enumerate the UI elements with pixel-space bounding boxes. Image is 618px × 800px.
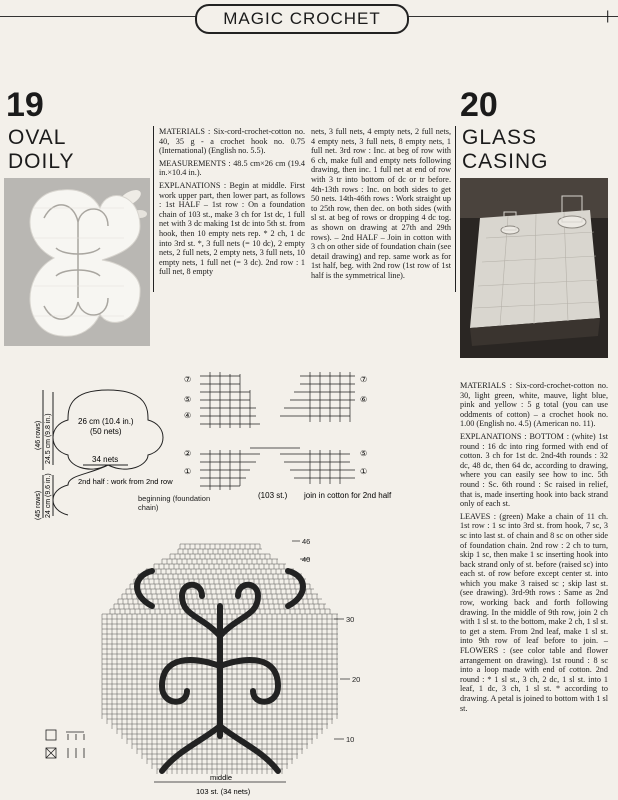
column-rule-right (455, 126, 456, 292)
dim-245cm-label: 24.5 cm (9.8 in.) (45, 413, 52, 464)
glass-casing-photo (460, 178, 608, 358)
detail-num: ① (360, 467, 368, 476)
oval-doily-photo (4, 178, 150, 346)
explanations-cont-para: nets, 3 full nets, 4 empty nets, 2 full nets, 4 empty nets, 3 full nets, 8 empty nets, 1 full net. 3rd row : Inc. at beg of row with 6 ch, make full and empty nets following drawing, then inc. 1 full net at end of row with 3 tr into bottom of dc or tr before. 4th-13th rows : Inc. on both sides to get 50 nets. 14th-46th rows : Work straight up to 25th row, then dec. on both sides (with sl st. at beg of rows or dropping 4 dc tog. as shown on drawing at 27th and 29th rows). – 2nd HALF – Join in cotton with 3 ch on other side of foundation chain (see detail drawing) and rep. same work as for 1st half, beg. with 2nd row (1st row of 1st half is the symmetrical line). (311, 127, 451, 280)
detail-num: ⑤ (360, 449, 368, 458)
detail-num: ② (184, 449, 192, 458)
measurements-para: MEASUREMENTS : 48.5 cm×26 cm (19.4 in.×10.4 in.). (159, 158, 305, 178)
detail-num: ⑦ (184, 375, 192, 384)
pattern19-text-col2 (311, 127, 451, 284)
detail-num: ① (184, 467, 192, 476)
row-30-label: 30 (346, 615, 355, 624)
detail-stitch-diagram (180, 366, 460, 516)
pattern-title-line2: DOILY (8, 150, 75, 173)
explanations-para: EXPLANATIONS : Begin at middle. First work upper part, then lower part, as follows : 1st HALF – 1st row : On a foundation chain of 103 st., make 3 ch for 1st dc, 1 full net with 3 dc making 1st dc into 5th st. from hook, then 10 empty nets rep. * 2 ch, 1 dc into 3rd st. *, 3 full nets (= 10 dc), 2 empty nets, 2 full nets, 2 empty nets, 3 full nets, 10 empty nets, 1 full net (= 3 dc). 2nd row : 1 full net, 8 empty (159, 180, 305, 277)
join-note-label: join in cotton for 2nd half (304, 491, 392, 500)
beginning-label: beginning (foundation chain) (138, 494, 211, 512)
pattern19-text-col1 (159, 127, 305, 280)
symbol-legend (44, 726, 94, 776)
row-20-label: 20 (352, 675, 361, 684)
materials-para: MATERIALS : Six-cord-crochet-cotton no. 30, light green, white, mauve, light blue, pink and yellow : 5 g total (you can use oddments of cotton) – a crochet hook no. 1.00 (English no. 4.5) (American no. 11). (460, 381, 608, 429)
dim-50nets-label: (50 nets) (90, 427, 122, 436)
detail-num: ⑦ (360, 375, 368, 384)
pattern-title-line1: OVAL (8, 126, 67, 149)
dim-34nets-label: 34 nets (92, 455, 119, 464)
detail-num: ⑥ (360, 395, 368, 404)
row-10-label: 10 (346, 735, 355, 744)
st103-label: (103 st.) (258, 491, 288, 500)
dim-45rows-label: (45 rows) (35, 490, 42, 520)
pattern20-text (460, 381, 608, 716)
row-46-label: 46 (302, 537, 311, 546)
leaves-para: LEAVES : (green) Make a chain of 11 ch. 1st row : 1 sc into 3rd st. from hook, 7 sc, 3 sc into last st. of chain and 8 sc on other side of foundation chain. 2nd row : 2 ch to turn, skip 1 sc, then make 1 sc inserting hook into back strand only of st. before (raised sc) into each st. of row before except center st. into which you make 3 raised sc ; skip last st. (see drawing). 3rd-9th rows : Same as 2nd row, working back and forth following drawing. In the middle of 9th row, join 2 ch with 1 sl st. to the bottom, make 2 ch, 1 sl st. to get a stem. From 2nd leaf, make 1 sl st. into 9th row of leaf before to join. – FLOWERS : (see color table and flower arrangement on drawing). 1st round : 8 sc into a loop made with end of cotton. 2nd round : * 1 sl st., 3 ch, 2 dc, 1 sl st. into 1 leaf, 1 dc, 3 ch, 1 sl st. * according to drawing. A petal is joined to bottom with 1 sl st. (460, 511, 608, 713)
dim-46rows-label: (46 rows) (35, 420, 42, 450)
detail-num: ⑤ (184, 395, 192, 404)
page-edge-mark: | (606, 8, 610, 23)
dim-24cm-label: 24 cm (9.6 in.) (45, 473, 52, 518)
empty-net-symbol (46, 730, 56, 740)
bottom-count-label: 103 st. (34 nets) (196, 787, 251, 796)
pattern-title-line2: CASING (462, 150, 549, 173)
middle-label: middle (210, 773, 233, 782)
second-half-label: 2nd half : work from 2nd row (78, 477, 173, 486)
pattern-number-19: 19 (6, 86, 44, 124)
column-rule-left (153, 126, 154, 292)
filet-chart (92, 536, 372, 800)
materials-para: MATERIALS : Six-cord-crochet-cotton no. 40, 35 g - a crochet hook no. 0.75 (International) (English no. 5.5). (159, 127, 305, 156)
explanations-para: EXPLANATIONS : BOTTOM : (white) 1st round : 16 dc into ring formed with end of cotton. 3 ch for 1st dc. 2nd-4th rounds : 32 dc, 48 dc, then 64 dc, according to drawing, where you can easily see how to inc. 5th round : Sc. 6th round : Sc raised in relief, that is, made inserting hook into back strand only of each st. (460, 431, 608, 509)
dim-26cm-label: 26 cm (10.4 in.) (78, 417, 134, 426)
row-40-label: 40 (302, 555, 311, 564)
pattern-title-line1: GLASS (462, 126, 538, 149)
magazine-title: MAGIC CROCHET (195, 4, 409, 34)
detail-num: ④ (184, 411, 192, 420)
pattern-number-20: 20 (460, 86, 498, 124)
